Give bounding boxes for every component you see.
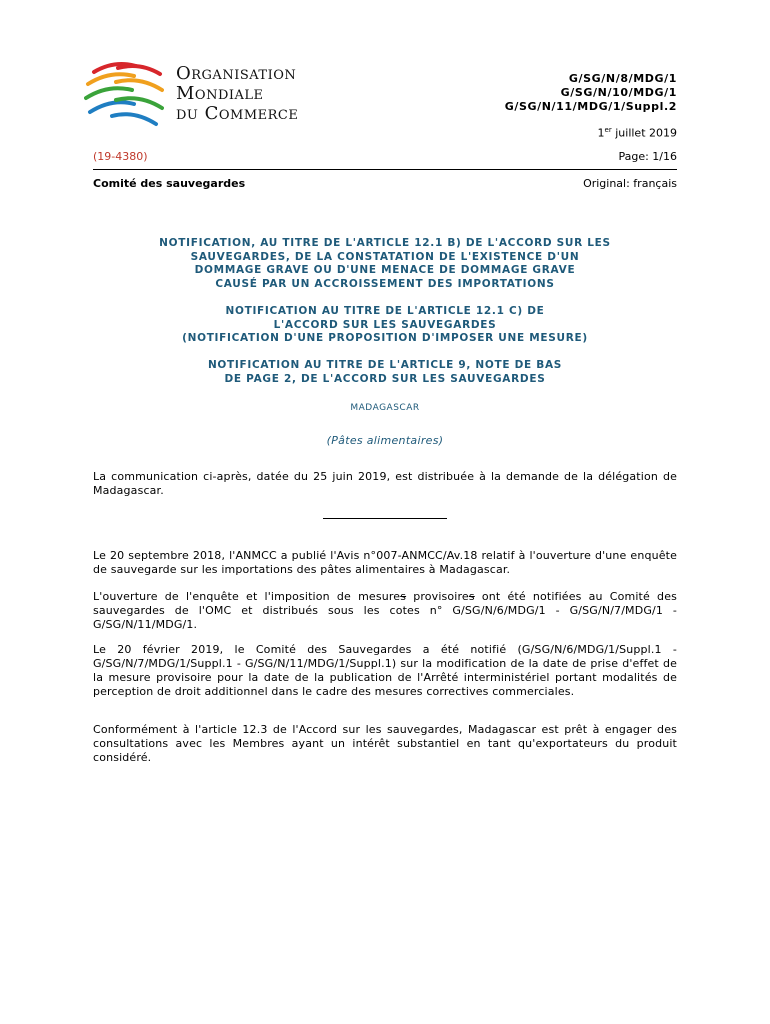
date-day: 1 xyxy=(597,126,605,140)
paragraph-text: ont été notifiées au Comité des sauvegardes de l'OMC et distribués sous les cotes n° G/SG/N/6/MDG/1 - G/SG/N/7/MDG/1 - G/SG/N/11/MDG/1. xyxy=(93,590,677,631)
paragraph-text: provisoire xyxy=(406,590,469,603)
org-name-line-3: du Commerce xyxy=(176,103,299,124)
committee-name: Comité des sauvegardes xyxy=(93,177,246,190)
document-symbols xyxy=(505,72,677,114)
body-paragraph-3: Le 20 février 2019, le Comité des Sauvegardes a été notifié (G/SG/N/6/MDG/1/Suppl.1 - G/SG/N/7/MDG/1/Suppl.1 - G/SG/N/11/MDG/1/Suppl.1) sur la modification de la date de prise d'effet de la mesure provisoire pour la date de la publication de l'Arrêté interministériel portant modalités de perception de droit additionnel dans le cadre des mesures correctives commerciales. xyxy=(93,643,677,698)
document-symbol: G/SG/N/11/MDG/1/Suppl.2 xyxy=(504,100,677,113)
org-name-line-2: Mondiale xyxy=(176,83,264,104)
intro-paragraph: La communication ci-après, datée du 25 juin 2019, est distribuée à la demande de la délégation de Madagascar. xyxy=(93,470,677,497)
paragraph-text: L'ouverture de l'enquête et l'imposition de mesure xyxy=(93,590,401,603)
notification-heading-2: NOTIFICATION AU TITRE DE L'ARTICLE 12.1 C) DE L'ACCORD SUR LES SAUVEGARDES (NOTIFICATION D'UNE PROPOSITION D'IMPOSER UNE MESURE) xyxy=(182,305,588,344)
product-name: (Pâtes alimentaires) xyxy=(326,434,444,447)
notification-heading-1: NOTIFICATION, AU TITRE DE L'ARTICLE 12.1 B) DE L'ACCORD SUR LES SAUVEGARDES, DE LA CONSTATATION DE L'EXISTENCE D'UN DOMMAGE GRAVE OU D'UNE MENACE DE DOMMAGE GRAVE CAUSÉ PAR UN ACCROISSEMENT DES IMPORTATIONS xyxy=(159,237,611,290)
struck-text: s xyxy=(468,590,475,603)
document-date xyxy=(598,126,677,140)
document-symbol: G/SG/N/8/MDG/1 xyxy=(568,72,677,85)
body-paragraph-2 xyxy=(93,590,677,632)
section-separator xyxy=(323,518,447,519)
date-month-year: juillet 2019 xyxy=(611,126,677,140)
body-paragraph-1: Le 20 septembre 2018, l'ANMCC a publié l'Avis n°007-ANMCC/Av.18 relatif à l'ouverture d'une enquête de sauvegarde sur les importations des pâtes alimentaires à Madagascar. xyxy=(93,549,677,576)
date-superscript: er xyxy=(604,126,612,134)
reference-number: (19-4380) xyxy=(93,150,148,163)
page-number: Page: 1/16 xyxy=(618,150,677,163)
header-divider xyxy=(93,169,677,170)
org-name-line-1: Organisation xyxy=(176,63,297,84)
struck-text: s xyxy=(400,590,407,603)
original-language: Original: français xyxy=(583,177,677,190)
member-country: MADAGASCAR xyxy=(350,403,420,413)
wto-logo-icon xyxy=(84,58,164,130)
document-symbol: G/SG/N/10/MDG/1 xyxy=(560,86,677,99)
body-paragraph-4: Conformément à l'article 12.3 de l'Accord sur les sauvegardes, Madagascar est prêt à engager des consultations avec les Membres ayant un intérêt substantiel en tant qu'exportateurs du produit considéré. xyxy=(93,723,677,764)
organization-name xyxy=(176,64,298,124)
notification-heading-3: NOTIFICATION AU TITRE DE L'ARTICLE 9, NOTE DE BAS DE PAGE 2, DE L'ACCORD SUR LES SAUVEGARDES xyxy=(207,359,563,385)
